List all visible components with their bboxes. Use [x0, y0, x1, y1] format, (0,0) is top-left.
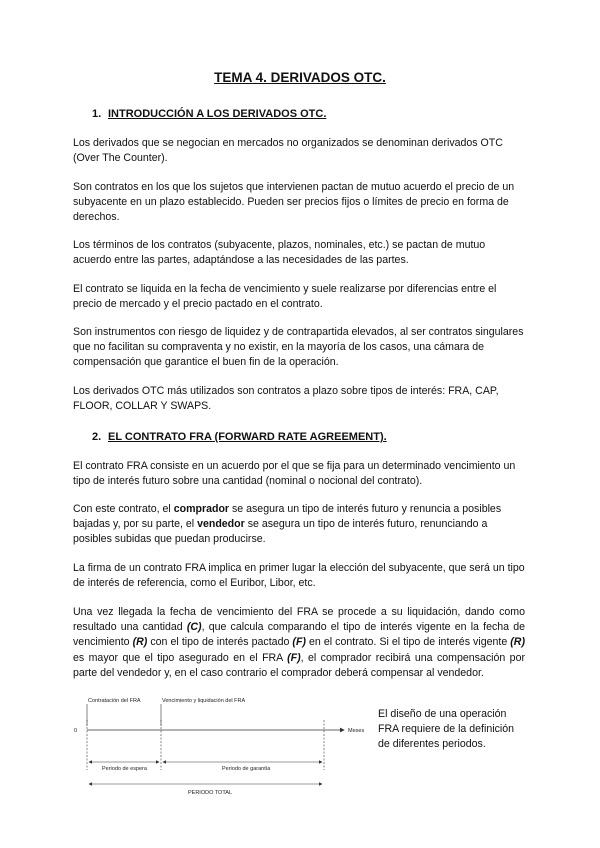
timeline-months-label: Meses [348, 728, 365, 734]
section-2-title: EL CONTRATO FRA (FORWARD RATE AGREEMENT). [108, 431, 387, 443]
text-run: se asegura un tipo de interés futuro y renuncia a posibles bajadas y, por su parte, el [73, 503, 502, 531]
paragraph: Los derivados OTC más utilizados son contratos a plazo sobre tipos de interés: FRA, CAP, FLOOR, COLLAR Y SWAPS. [73, 385, 499, 413]
paragraph: El contrato se liquida en la fecha de vencimiento y suele realizarse por diferencias entre el precio de mercado y el precio pactado en el contrato. [73, 283, 497, 311]
text-run: se asegura un tipo de interés futuro, renunciando a posibles subidas que puedan producirse. [73, 518, 488, 546]
label-contratacion: Contratación del FRA [88, 698, 141, 704]
text-run: en el contrato. Si el tipo de interés vigente [305, 636, 511, 649]
paragraph [73, 605, 525, 681]
text-run: , el comprador recibirá una compensación por parte del vendedor y, en el caso contrario el comprador deberá compensar al vendedor. [73, 651, 525, 679]
text-run: Una vez llegada la fecha de vencimiento del FRA se procede a su liquidación, dando como resultado una cantidad [73, 606, 525, 634]
paragraph: Los términos de los contratos (subyacente, plazos, nominales, etc.) se pactan de mutuo acuerdo entre las partes, adaptándose a las necesidades de las partes. [73, 239, 486, 267]
label-total: PERIODO TOTAL [188, 790, 233, 796]
paragraph: La firma de un contrato FRA implica en primer lugar la elección del subyacente, que será un tipo de interés de referencia, como el Euribor, Libor, etc. [73, 562, 525, 590]
paragraph: Son instrumentos con riesgo de liquidez y de contrapartida elevados, al ser contratos singulares que no facilitan su compraventa y no existir, en la mayoría de los casos, una cámara de compensación que garantice el buen fin de la operación. [73, 326, 524, 369]
label-espera: Periodo de espera [102, 766, 147, 772]
label-vencimiento: Vencimiento y liquidación del FRA [162, 698, 246, 704]
term-comprador: comprador [173, 503, 230, 515]
paragraph: El contrato FRA consiste en un acuerdo por el que se fija para un determinado vencimiento un tipo de interés futuro sobre una cantidad (nominal o nocional del contrato). [73, 460, 516, 488]
section-1-number: 1. [92, 108, 102, 120]
symbol-r: (R) [132, 636, 148, 649]
text-run: Con este contrato, el [73, 503, 174, 515]
section-1-title: INTRODUCCIÓN A LOS DERIVADOS OTC. [108, 108, 327, 120]
label-garantia: Periodo de garantía [222, 766, 271, 772]
paragraph [73, 502, 525, 548]
paragraph: Los derivados que se negocian en mercados no organizados se denominan derivados OTC (Over The Counter). [73, 137, 503, 165]
paragraph: Son contratos en los que los sujetos que intervienen pactan de mutuo acuerdo el precio de un subyacente en un plazo establecido. Pueden ser precios fijos o límites de precio en forma de derechos. [73, 181, 515, 224]
text-run: con el tipo de interés pactado [147, 636, 293, 649]
symbol-c: (C) [186, 621, 202, 634]
text-run: es mayor que el tipo asegurado en el FRA [73, 651, 288, 664]
fra-timeline-diagram [70, 690, 370, 802]
text-run: , que calcula comparando el tipo de interés vigente en la fecha de vencimiento [73, 621, 526, 649]
timeline-zero-label: 0 [74, 728, 78, 734]
symbol-f: (F) [287, 651, 301, 664]
symbol-r: (R) [510, 636, 525, 649]
page-title: TEMA 4. DERIVADOS OTC. [214, 70, 386, 85]
symbol-f: (F) [292, 636, 306, 649]
section-2-number: 2. [92, 431, 102, 443]
term-vendedor: vendedor [197, 518, 245, 531]
diagram-caption: El diseño de una operación FRA requiere de la definición de diferentes periodos. [378, 708, 515, 751]
